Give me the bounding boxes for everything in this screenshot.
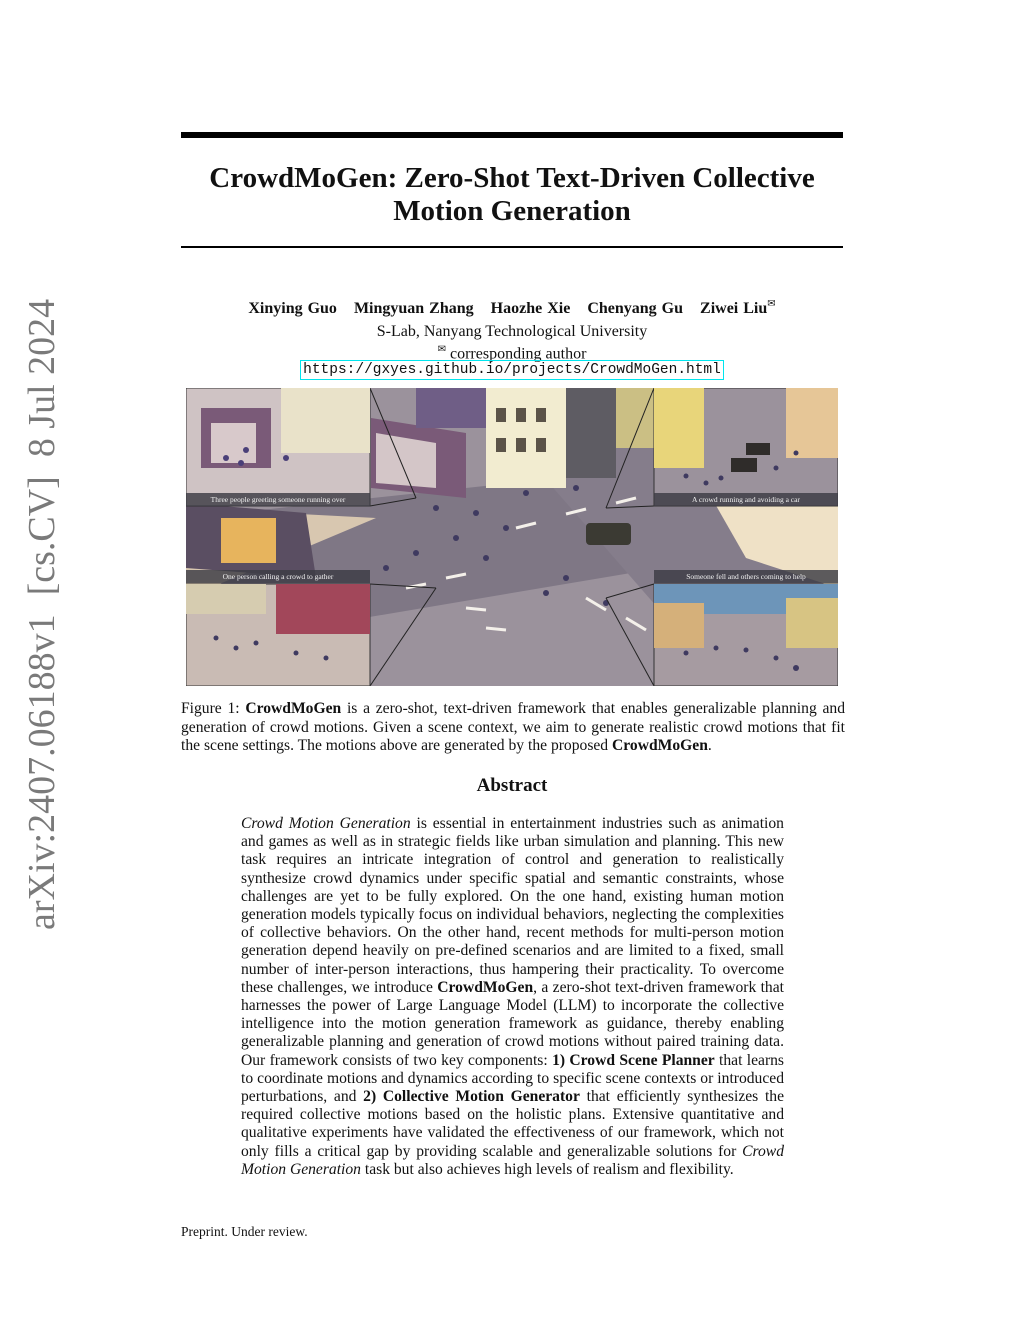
author-name: Chenyang Gu (587, 300, 684, 318)
inset-label: Three people greeting someone running over (186, 493, 370, 506)
author-name: Ziwei Liu✉ (700, 299, 776, 318)
crowd-scene-render (186, 388, 838, 686)
author-list (181, 295, 843, 319)
inset-bottom-right (654, 584, 838, 686)
title-top-rule (181, 132, 843, 138)
inset-label: Someone fell and others coming to help (654, 570, 838, 583)
project-url-link[interactable]: https://gxyes.github.io/projects/CrowdMoGen.html (300, 360, 724, 380)
abstract-heading: Abstract (476, 775, 548, 796)
affiliation-block (181, 323, 843, 363)
author-name: Mingyuan Zhang (353, 300, 474, 318)
author-name: Xinying Guo (248, 300, 337, 318)
footer-note: Preprint. Under review. (181, 1224, 308, 1239)
teaser-figure (186, 388, 838, 686)
paper-title: CrowdMoGen: Zero-Shot Text-Driven Collective Motion Generation (209, 162, 815, 227)
inset-top-left (186, 388, 370, 506)
affiliation: S-Lab, Nanyang Technological University (376, 323, 648, 340)
inset-label: One person calling a crowd to gather (186, 570, 370, 583)
author-name: Haozhe Xie (490, 300, 571, 318)
figure-caption: Figure 1: CrowdMoGen is a zero-shot, text-driven framework that enables generalizable planning and generation of crowd motions. Given a scene context, we aim to generate realistic crowd motions that fit the scene settings. The motions above are generated by the proposed CrowdMoGen. (181, 700, 845, 754)
inset-top-right (654, 388, 838, 506)
title-bottom-rule (181, 246, 843, 248)
inset-label: A crowd running and avoiding a car (654, 493, 838, 506)
abstract-body: Crowd Motion Generation is essential in entertainment industries such as animation and games as well as in strategic fields like urban simulation and planning. This new task requires an intricate integration of control and generation to realistically synthesize crowd dynamics under specific spatial and semantic constraints, whose challenges are yet to be fully explored. On the one hand, existing human motion generation models typically focus on individual behaviors, neglecting the complexities of collective behaviors. On the other hand, recent methods for multi-person motion generation depend heavily on pre-defined scenarios and are limited to a fixed, small number of inter-person interactions, thus hampering their practicality. To overcome these challenges, we introduce CrowdMoGen, a zero-shot text-driven framework that harnesses the power of Large Language Model (LLM) to incorporate the collective intelligence into the motion generation framework as guidance, thereby enabling generalizable planning and generation of crowd motions without paired training data. Our framework consists of two key components: 1) Crowd Scene Planner that learns to coordinate motions and dynamics according to specific scene contexts or introduced perturbations, and 2) Collective Motion Generator that efficiently synthesizes the required collective motions based on the holistic plans. Extensive quantitative and qualitative experiments have validated the effectiveness of our framework, which not only fills a critical gap by providing scalable and generalizable solutions for Crowd Motion Generation task but also achieves high levels of realism and flexibility. (241, 815, 785, 1178)
inset-bottom-left (186, 584, 370, 686)
corresponding-note: ✉ corresponding author (437, 344, 587, 363)
envelope-icon: ✉ (767, 299, 776, 310)
arxiv-identifier: arXiv:2407.06188v1 [cs.CV] 8 Jul 2024 (21, 298, 63, 930)
envelope-icon: ✉ (437, 344, 446, 355)
